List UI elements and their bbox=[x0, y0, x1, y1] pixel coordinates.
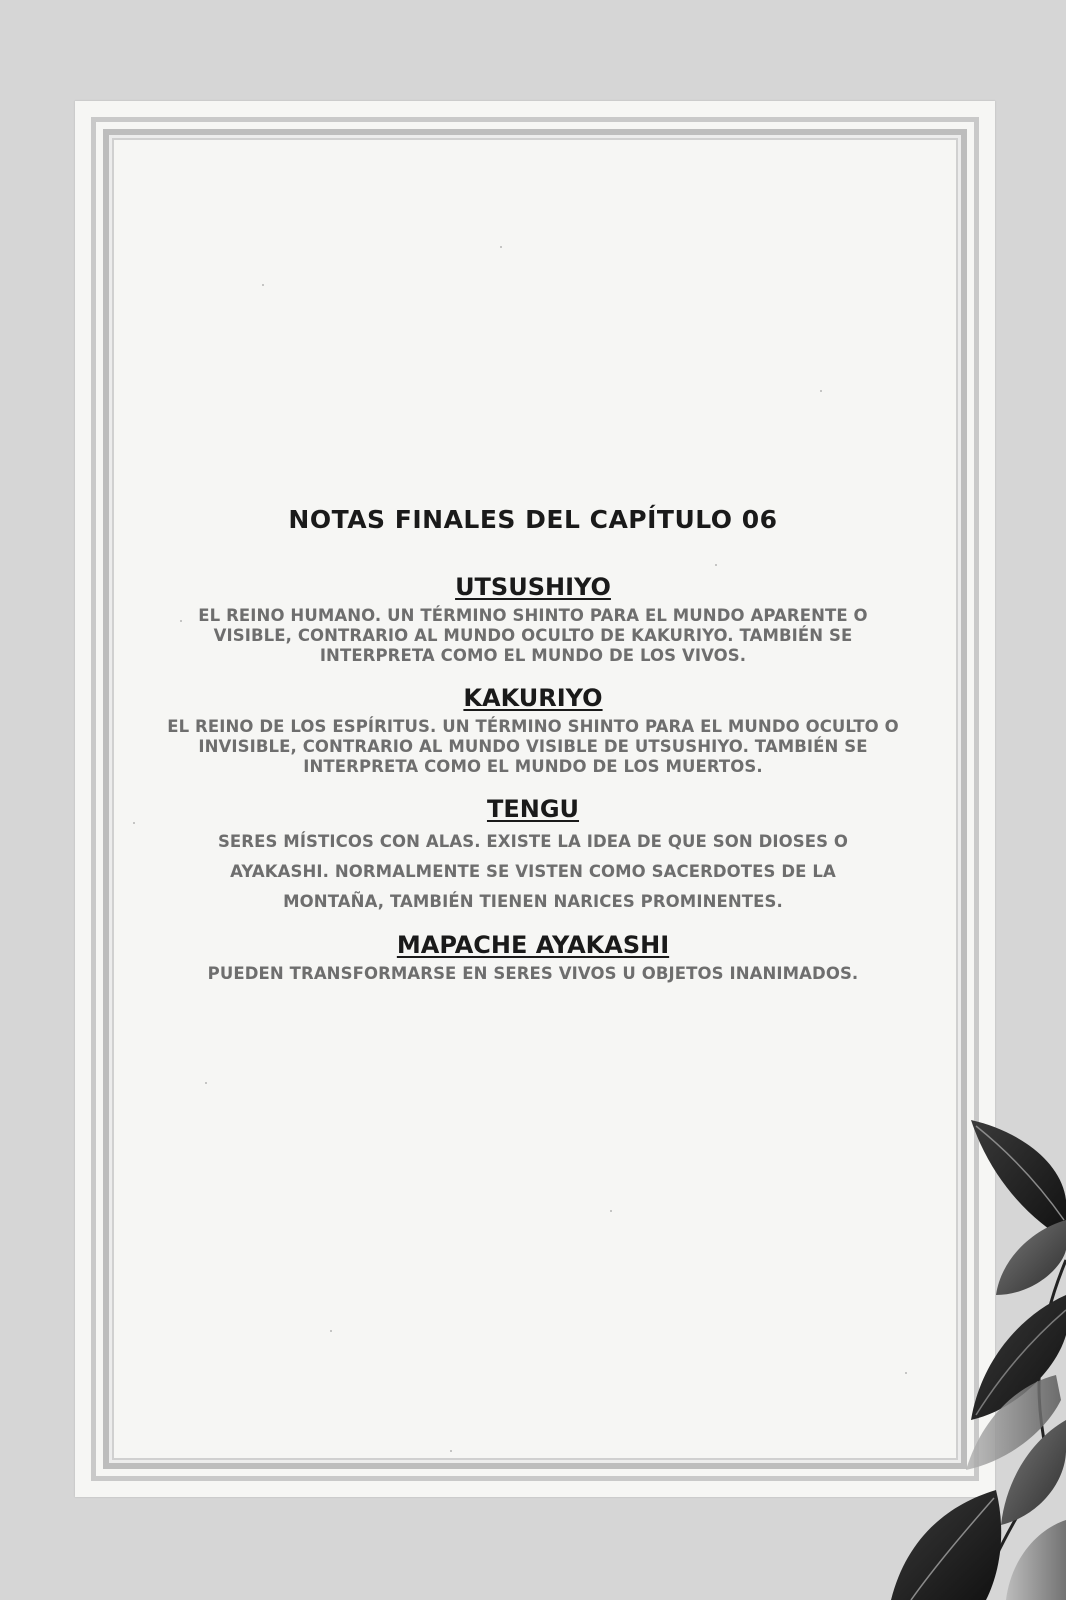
note-term: UTSUSHIYO bbox=[455, 573, 611, 601]
notes-content bbox=[150, 505, 916, 1002]
note-section-utsushiyo bbox=[150, 573, 916, 666]
paper-speck bbox=[820, 390, 822, 392]
note-definition: SERES MÍSTICOS CON ALAS. EXISTE LA IDEA DE QUE SON DIOSES O AYAKASHI. NORMALMENTE SE VISTEN COMO SACERDOTES DE LA MONTAÑA, TAMBIÉN TIENEN NARICES PROMINENTES. bbox=[217, 832, 849, 912]
leaf-shape bbox=[971, 1120, 1066, 1240]
paper-speck bbox=[262, 284, 264, 286]
paper-speck bbox=[205, 1082, 207, 1084]
note-term: MAPACHE AYAKASHI bbox=[396, 931, 670, 960]
note-definition: EL REINO DE LOS ESPÍRITUS. UN TÉRMINO SHINTO PARA EL MUNDO OCULTO O INVISIBLE, CONTRARIO AL MUNDO VISIBLE DE UTSUSHIYO. TAMBIÉN SE INTERPRETA COMO EL MUNDO DE LOS MUERTOS. bbox=[167, 716, 899, 776]
paper-speck bbox=[500, 246, 502, 248]
note-term: TENGU bbox=[486, 794, 580, 823]
note-section-kakuriyo bbox=[150, 684, 916, 777]
note-definition: PUEDEN TRANSFORMARSE EN SERES VIVOS U OBJETOS INANIMADOS. bbox=[207, 964, 859, 984]
note-definition: EL REINO HUMANO. UN TÉRMINO SHINTO PARA EL MUNDO APARENTE O VISIBLE, CONTRARIO AL MUNDO OCULTO DE KAKURIYO. TAMBIÉN SE INTERPRETA COMO EL MUNDO DE LOS VIVOS. bbox=[198, 605, 868, 665]
page-title: NOTAS FINALES DEL CAPÍTULO 06 bbox=[288, 505, 778, 534]
leaves-illustration bbox=[816, 1120, 1066, 1600]
note-term: KAKURIYO bbox=[463, 683, 603, 712]
paper-speck bbox=[330, 1330, 332, 1332]
paper-speck bbox=[610, 1210, 612, 1212]
paper-speck bbox=[133, 822, 135, 824]
leaf-shape bbox=[1006, 1520, 1066, 1600]
note-section-mapache-ayakashi bbox=[150, 931, 916, 984]
paper-speck bbox=[450, 1450, 452, 1452]
leaf-shape bbox=[891, 1490, 1001, 1600]
note-section-tengu bbox=[150, 795, 916, 918]
